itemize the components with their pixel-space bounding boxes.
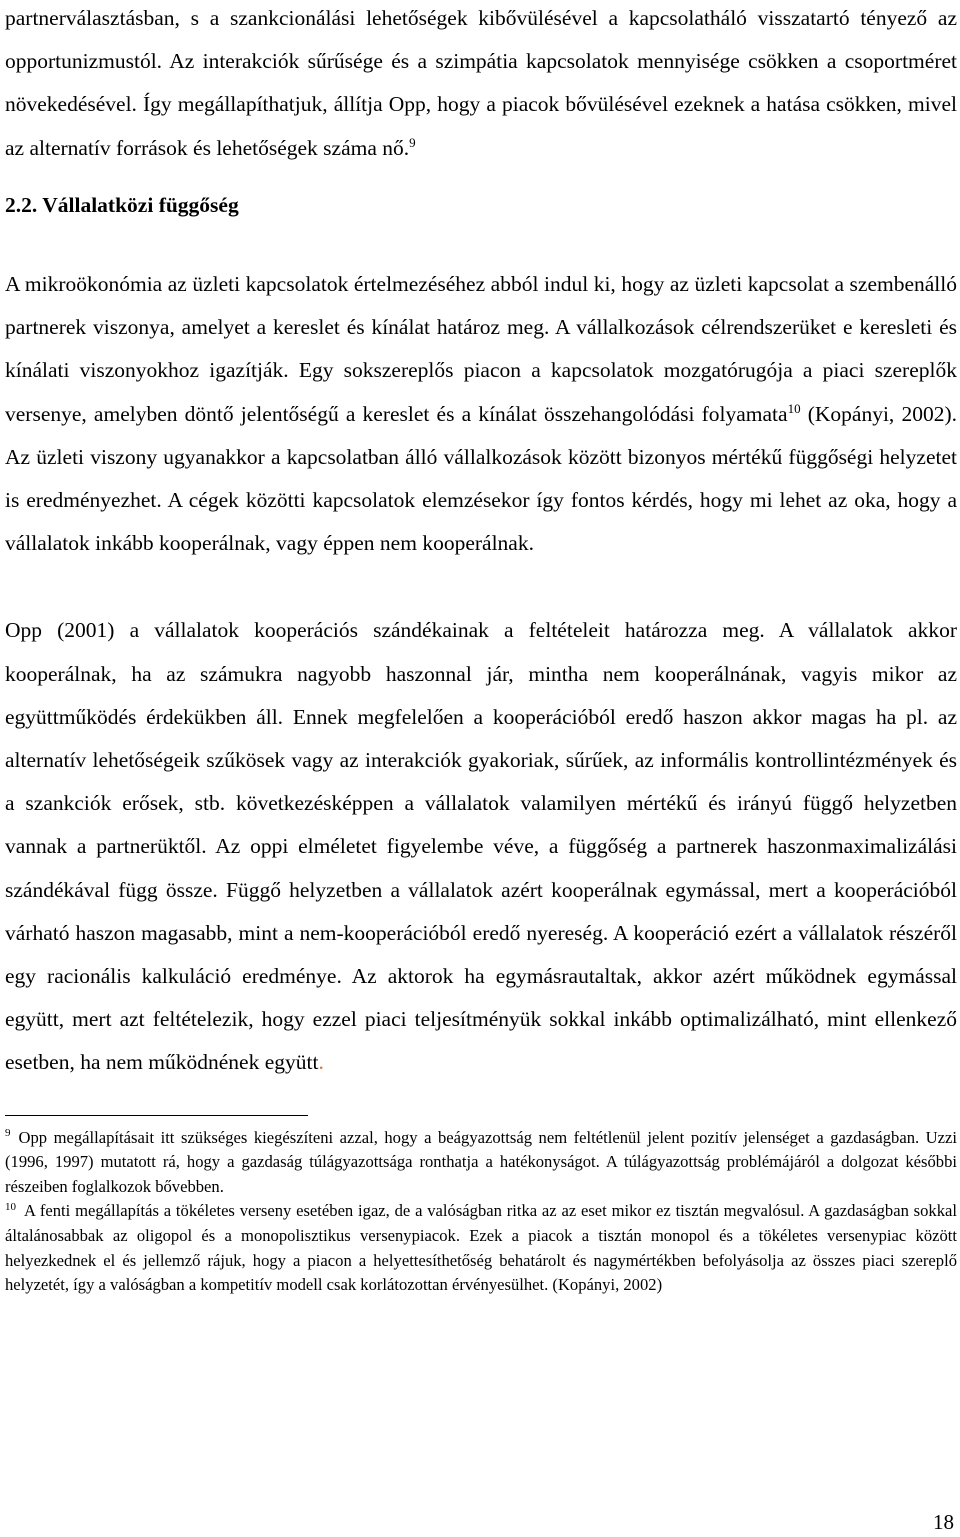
footnote-separator [5, 1115, 308, 1116]
intro-paragraph [5, 0, 957, 170]
footnote-text-10: A fenti megállapítás a tökéletes verseny esetében igaz, de a valóságban ritka az az eset mikor ez tisztán megvalósul. A gazdaságban sokkal általánosabbak az oligopol és a monopolisztikus versenypiacok. Ezek a piacok a tisztán monopol és a tökéletes versenypiac között helyezkednek el és jellemző rájuk, hogy a piacon a helyettesíthetőség behatárolt és nagymértékben befolyásolja az összes piaci szereplő helyzetét, így a valóságban a kompetitív modell csak korlátozottan érvényesülhet. (Kopányi, 2002) [5, 1201, 957, 1295]
intro-text: partnerválasztásban, s a szankcionálási lehetőségek kibővülésével a kapcsolatháló visszatartó tényező az opportunizmustól. Az interakciók sűrűsége és a szimpátia kapcsolatok mennyisége csökken a csoportméret növekedésével. Így megállapíthatjuk, állítja Opp, hogy a piacok bővülésével ezeknek a hatása csökken, mivel az alternatív források és lehetőségek száma nő. [5, 6, 957, 160]
section-heading: 2.2. Vállalatközi függőség [5, 192, 239, 217]
opp-paragraph [5, 609, 957, 1084]
mikro-text-2: (Kopányi, 2002). Az üzleti viszony ugyanakkor a kapcsolatban álló vállalkozások között bizonyos mértékű függőségi helyzetet is eredményezhet. A cégek közötti kapcsolatok elemzésekor így fontos kérdés, hogy mi lehet az oka, hogy a vállalatok inkább kooperálnak, vagy éppen nem kooperálnak. [5, 401, 957, 556]
mikro-text-1: A mikroökonómia az üzleti kapcsolatok értelmezéséhez abból indul ki, hogy az üzleti kapcsolat a szembenálló partnerek viszonya, amelyet a kereslet és kínálat határoz meg. A vállalkozások célrendszerüket e keresleti és kínálati viszonyokhoz igazítják. Egy sokszereplős piacon a kapcsolatok mozgatórugója a piaci szereplők versenye, amelyben döntő jelentőségű a kereslet és a kínálat összehangolódási folyamata [5, 272, 957, 426]
page-number: 18 [933, 1510, 954, 1534]
footnotes [5, 1126, 957, 1298]
opp-end-period: . [318, 1050, 324, 1075]
mikro-paragraph [5, 263, 957, 565]
footnote-9 [5, 1126, 957, 1200]
footnote-10 [5, 1199, 957, 1297]
document-page [5, 0, 957, 1298]
opp-text: Opp (2001) a vállalatok kooperációs szándékainak a feltételeit határozza meg. A vállalatok akkor kooperálnak, ha az számukra nagyobb haszonnal jár, mintha nem kooperálnának, vagyis mikor az együttműködés érdekükben áll. Ennek megfelelően a kooperációból eredő haszon akkor magas ha pl. az alternatív lehetőségeik szűkösek vagy az interakciók gyakoriak, sűrűek, az informális kontrollintézmények és a szankciók erősek, stb. következésképpen a vállalatok valamilyen mértékű és irányú függő helyzetben vannak a partnerüktől. Az oppi elméletet figyelembe véve, a függőség a partnerek haszonmaximalizálási szándékával függ össze. Függő helyzetben a vállalatok azért kooperálnak egymással, mert a kooperációból várható haszon magasabb, mint a nem-kooperációból eredő nyereség. A kooperáció ezért a vállalatok részéről egy racionális kalkuláció eredménye. Az aktorok ha egymásrautaltak, akkor azért működnek egymással együtt, mert azt feltételezik, hogy ezzel piaci teljesítményük sokkal inkább optimalizálható, mint ellenkező esetben, ha nem működnének együtt [5, 618, 957, 1075]
footnote-text-9: Opp megállapításait itt szükséges kiegészíteni azzal, hogy a beágyazottság nem feltétlenül jelent pozitív jelenséget a gazdaságban. Uzzi (1996, 1997) mutatott rá, hogy a gazdaság túlágyazottsága ronthatja a hatékonyságot. A túlágyazottság problémájáról a dolgozat későbbi részeiben foglalkozok bővebben. [5, 1127, 957, 1196]
footnote-number-10: 10 [5, 1200, 16, 1213]
footnote-number-9: 9 [5, 1127, 11, 1140]
footnote-ref-9: 9 [409, 134, 416, 150]
footnote-ref-10: 10 [787, 400, 801, 416]
